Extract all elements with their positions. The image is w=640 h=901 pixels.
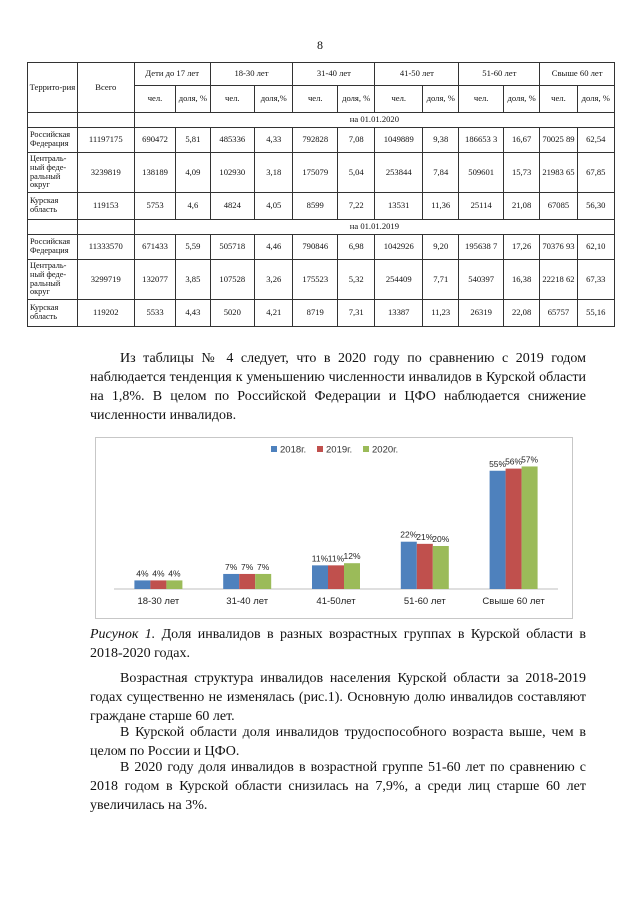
territory-cell: Курская область (28, 193, 78, 220)
table-cell: 7,84 (423, 153, 459, 193)
territory-cell: Российская Федерация (28, 235, 78, 260)
table-cell: 509601 (459, 153, 504, 193)
table-cell: 15,73 (503, 153, 539, 193)
table-cell: 138189 (134, 153, 175, 193)
table-cell: 8599 (293, 193, 338, 220)
chart-canvas (96, 438, 572, 618)
legend-label: 2018г. (280, 444, 307, 456)
table-row (28, 153, 615, 193)
table-row (28, 193, 615, 220)
table-cell: 4,09 (176, 153, 210, 193)
table-cell: 5533 (134, 300, 175, 327)
table-cell: 3,85 (176, 260, 210, 300)
table-cell: 195638 7 (459, 235, 504, 260)
bar (223, 574, 239, 589)
count-subheader: чел. (210, 86, 255, 113)
table-row (28, 235, 615, 260)
table-cell: 9,20 (423, 235, 459, 260)
table-cell: 7,22 (338, 193, 375, 220)
table-cell: 3,18 (255, 153, 293, 193)
table-cell: 540397 (459, 260, 504, 300)
data-label: 4% (152, 568, 165, 579)
table-cell: 22218 62 (540, 260, 577, 300)
date-label: на 01.01.2020 (134, 113, 614, 128)
table-cell: 485336 (210, 128, 255, 153)
count-subheader: чел. (459, 86, 504, 113)
table-cell: 253844 (375, 153, 423, 193)
table-cell: 7,31 (338, 300, 375, 327)
share-subheader: доля, % (338, 86, 375, 113)
legend-swatch (363, 446, 369, 452)
disability-age-table (27, 62, 615, 327)
table-cell: 119153 (77, 193, 134, 220)
count-subheader: чел. (375, 86, 423, 113)
table-cell: 119202 (77, 300, 134, 327)
table-cell: 70025 89 (540, 128, 577, 153)
table-cell: 505718 (210, 235, 255, 260)
bar (417, 544, 433, 589)
table-cell: 11,23 (423, 300, 459, 327)
table-cell: 55,16 (577, 300, 614, 327)
x-tick-label: 51-60 лет (403, 596, 446, 607)
share-subheader: доля, % (176, 86, 210, 113)
table-cell: 671433 (134, 235, 175, 260)
table-cell: 4,43 (176, 300, 210, 327)
territory-cell: Российская Федерация (28, 128, 78, 153)
table-cell: 5,81 (176, 128, 210, 153)
group-header: Свыше 60 лет (540, 63, 615, 86)
share-subheader: доля,% (255, 86, 293, 113)
bar (490, 471, 506, 589)
table-cell: 62,10 (577, 235, 614, 260)
table-cell: 6,98 (338, 235, 375, 260)
table-cell: 21983 65 (540, 153, 577, 193)
bar (433, 546, 449, 589)
bar (150, 580, 166, 589)
table-cell: 790846 (293, 235, 338, 260)
table-cell: 3299719 (77, 260, 134, 300)
table-cell: 4,46 (255, 235, 293, 260)
table-cell: 16,38 (503, 260, 539, 300)
table-cell: 5753 (134, 193, 175, 220)
table-cell: 5,59 (176, 235, 210, 260)
date-row (28, 220, 615, 235)
table-cell: 13531 (375, 193, 423, 220)
count-subheader: чел. (134, 86, 175, 113)
table-cell: 70376 93 (540, 235, 577, 260)
table-cell: 1049889 (375, 128, 423, 153)
table-cell: 690472 (134, 128, 175, 153)
page-number: 8 (317, 38, 323, 52)
table-cell: 175079 (293, 153, 338, 193)
count-subheader: чел. (293, 86, 338, 113)
table-row (28, 300, 615, 327)
data-label: 22% (400, 529, 418, 540)
table-cell: 21,08 (503, 193, 539, 220)
x-tick-label: 31-40 лет (226, 596, 269, 607)
count-subheader: чел. (540, 86, 577, 113)
table-cell: 254409 (375, 260, 423, 300)
table-cell: 11197175 (77, 128, 134, 153)
table-cell: 3239819 (77, 153, 134, 193)
table-cell: 107528 (210, 260, 255, 300)
data-label: 56% (505, 456, 523, 467)
table-cell: 175523 (293, 260, 338, 300)
bar (522, 466, 538, 589)
table-cell: 186653 3 (459, 128, 504, 153)
legend-label: 2019г. (326, 444, 353, 456)
bar (166, 580, 182, 589)
data-label: 21% (416, 531, 434, 542)
table-cell: 22,08 (503, 300, 539, 327)
data-label: 55% (489, 458, 507, 469)
table-cell: 16,67 (503, 128, 539, 153)
total-header: Всего (77, 63, 134, 113)
paragraph-working-age: В Курской области доля инвалидов трудоспособного возраста выше, чем в целом по России и ЦФО. (90, 725, 586, 759)
group-header: 31-40 лет (293, 63, 375, 86)
table-cell: 56,30 (577, 193, 614, 220)
data-label: 20% (432, 534, 450, 544)
table-cell: 4,6 (176, 193, 210, 220)
table-cell: 7,71 (423, 260, 459, 300)
territory-header: Террито-рия (28, 63, 78, 113)
territory-cell: Централь-ный феде-ральный округ (28, 153, 78, 193)
table-cell: 3,26 (255, 260, 293, 300)
table-cell: 4,33 (255, 128, 293, 153)
table-cell: 65757 (540, 300, 577, 327)
group-header: 41-50 лет (375, 63, 459, 86)
legend-label: 2020г. (372, 444, 399, 456)
date-spacer-cell (77, 113, 134, 128)
table-cell: 4,21 (255, 300, 293, 327)
bar (255, 574, 271, 589)
figure-caption (90, 625, 586, 663)
share-subheader: доля, % (503, 86, 539, 113)
bar (401, 542, 417, 589)
territory-cell: Курская область (28, 300, 78, 327)
table-cell: 9,38 (423, 128, 459, 153)
caption-text: Доля инвалидов в разных возрастных группах в Курской области в 2018-2020 годах. (90, 627, 586, 661)
table-row (28, 260, 615, 300)
table-cell: 67085 (540, 193, 577, 220)
table-cell: 4,05 (255, 193, 293, 220)
group-header: 18-30 лет (210, 63, 293, 86)
table-cell: 25114 (459, 193, 504, 220)
table-cell: 132077 (134, 260, 175, 300)
table-cell: 11,36 (423, 193, 459, 220)
group-header: Дети до 17 лет (134, 63, 210, 86)
x-tick-label: 18-30 лет (137, 596, 180, 607)
age-group-chart (95, 437, 573, 619)
table-cell: 67,85 (577, 153, 614, 193)
table-cell: 4824 (210, 193, 255, 220)
data-label: 4% (168, 568, 181, 579)
paragraph-2020-change: В 2020 году доля инвалидов в возрастной группе 51-60 лет по сравнению с 2018 годом в Курской области снизилась на 7,9%, а среди лиц старше 60 лет увеличилась на 3%. (90, 760, 586, 813)
table-cell: 5,32 (338, 260, 375, 300)
bar (134, 580, 150, 589)
bar (328, 565, 344, 589)
territory-cell: Централь-ный феде-ральный округ (28, 260, 78, 300)
group-header: 51-60 лет (459, 63, 540, 86)
table-cell: 67,33 (577, 260, 614, 300)
legend-swatch (271, 446, 277, 452)
data-label: 4% (136, 568, 149, 579)
data-label: 11% (311, 553, 329, 564)
date-spacer-cell (28, 113, 78, 128)
bar (239, 574, 255, 589)
table-cell: 5,04 (338, 153, 375, 193)
paragraph-table-summary: Из таблицы № 4 следует, что в 2020 году по сравнению с 2019 годом наблюдается тенденция к уменьшению численности инвалидов в Курской области на 1,8%. В целом по Российской Федерации и ЦФО наблюдается снижение численности инвалидов. (90, 351, 586, 423)
data-label: 57% (521, 454, 539, 465)
table-row (28, 128, 615, 153)
table-cell: 8719 (293, 300, 338, 327)
table-cell: 62,54 (577, 128, 614, 153)
table-cell: 1042926 (375, 235, 423, 260)
paragraph-age-structure: Возрастная структура инвалидов населения Курской области за 2018-2019 годах существенно не изменялась (рис.1). Основную долю инвалидов составляют граждане старше 60 лет. (90, 671, 586, 724)
table-cell: 11333570 (77, 235, 134, 260)
table-cell: 13387 (375, 300, 423, 327)
bar (344, 563, 360, 589)
data-label: 7% (257, 561, 270, 572)
x-tick-label: Свыше 60 лет (482, 596, 545, 607)
data-label: 7% (241, 561, 254, 572)
table-cell: 102930 (210, 153, 255, 193)
date-spacer-cell (28, 220, 78, 235)
caption-label: Рисунок 1. (90, 627, 156, 642)
table-cell: 5020 (210, 300, 255, 327)
table-cell: 7,08 (338, 128, 375, 153)
bar (312, 565, 328, 589)
data-label: 7% (225, 561, 238, 572)
table-cell: 17,26 (503, 235, 539, 260)
bar (506, 469, 522, 589)
legend-swatch (317, 446, 323, 452)
x-tick-label: 41-50лет (316, 596, 356, 607)
date-label: на 01.01.2019 (134, 220, 614, 235)
data-label: 12% (343, 551, 361, 562)
share-subheader: доля, % (423, 86, 459, 113)
table-cell: 26319 (459, 300, 504, 327)
date-row (28, 113, 615, 128)
table-cell: 792828 (293, 128, 338, 153)
date-spacer-cell (77, 220, 134, 235)
share-subheader: доля, % (577, 86, 614, 113)
data-label: 11% (327, 553, 345, 564)
